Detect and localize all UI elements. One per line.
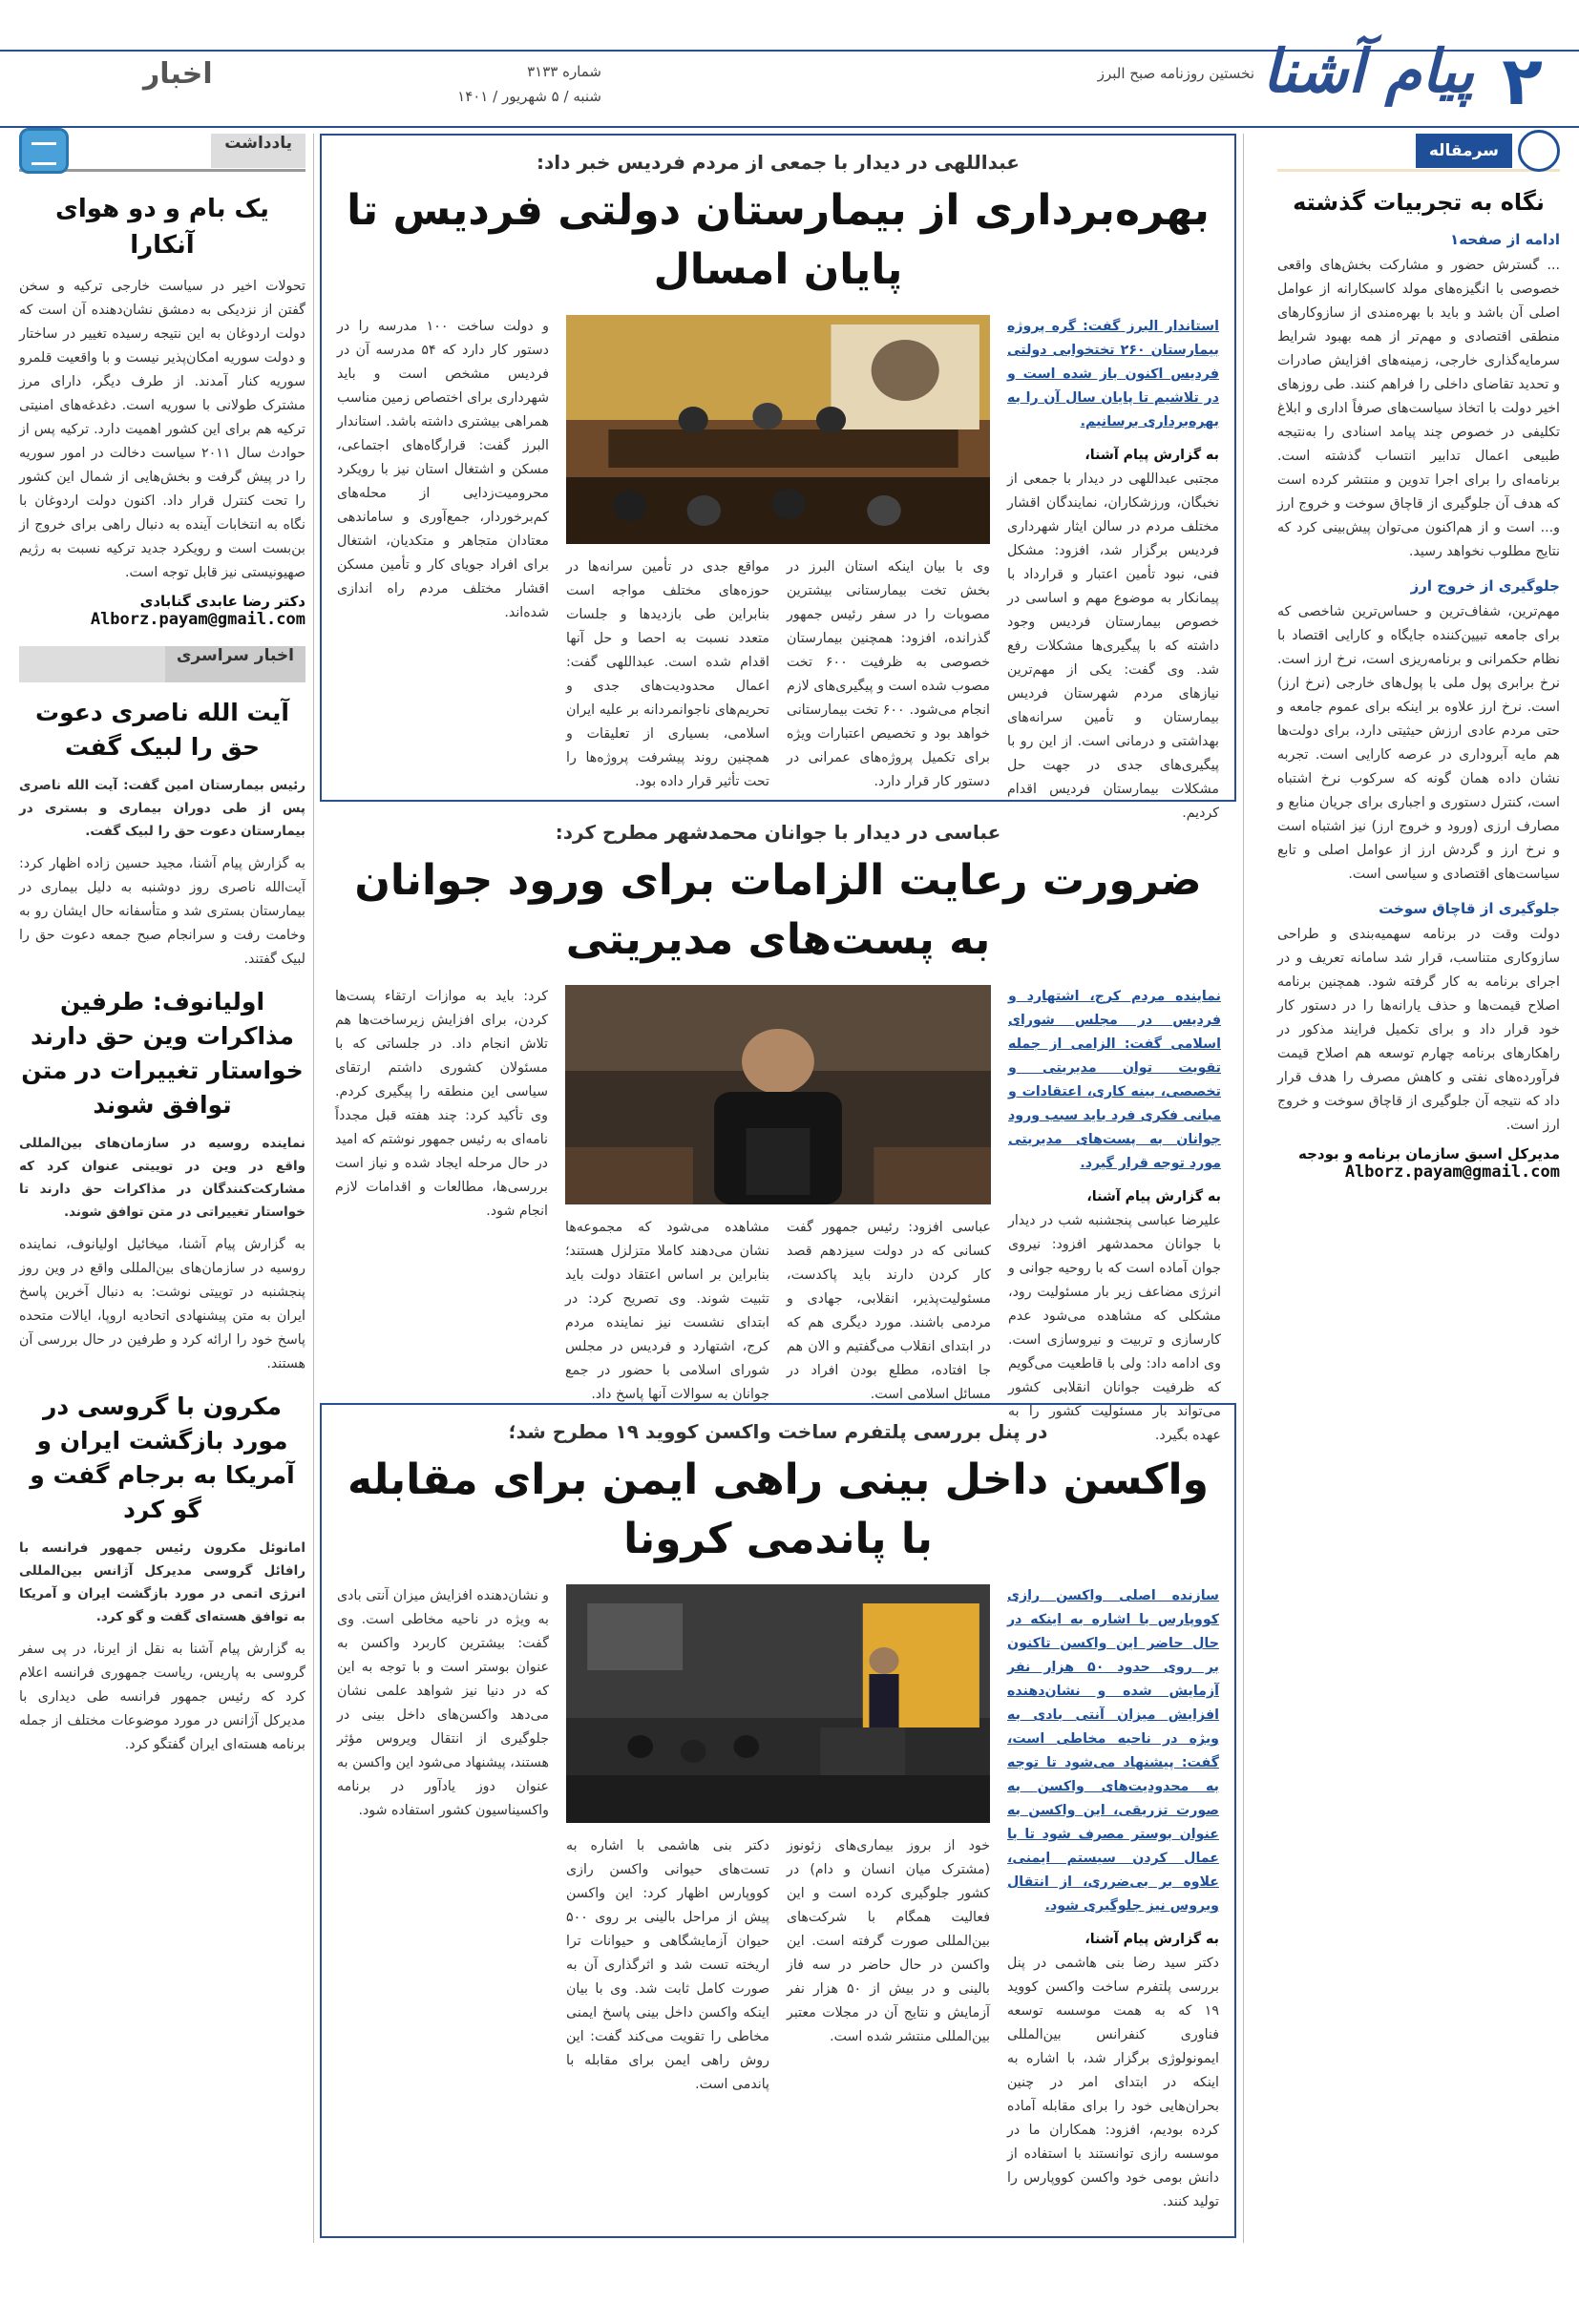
news-lead: نماینده روسیه در سازمان‌های بین‌المللی واقع در وین در توییتی عنوان کرد که مشارکت‌کنندگان در مذاکرات حق دارند تا خواستار تغییراتی در متن توافق شوند.: [19, 1136, 305, 1220]
panel-photo: [566, 1584, 990, 1823]
speaker-photo: [565, 985, 991, 1204]
meeting-photo: [566, 315, 990, 544]
story-text: مجتبی عبداللهی در دیدار با جمعی از نخبگان، ورزشکاران، نمایندگان اقشار مختلف مردم در سالن ایثار شهرداری فردیس برگزار شد، افزود: مشکل فنی، نبود تأمین اعتبار و قرارداد با پیمانکار به موضوع مهم و اساسی در خصوص بیمارستان فردیس وجود داشته که با پیگیری‌ها مشکلات رفع شد. وی گفت: یکی از مهم‌ترین نیازهای مردم شهرستان فردیس بیمارستان و تأمین سرانه‌های بهداشتی و درمانی است. از این رو با پیگیری‌های جدی در جهت حل مشکلات بیمارستان فردیس اقدام کردیم.: [1007, 471, 1219, 821]
column-divider: [313, 134, 314, 2243]
story-col: [337, 315, 549, 849]
story-columns: [337, 315, 1219, 849]
story-byline: به گزارش پیام آشنا،: [1084, 1932, 1219, 1947]
notepad-icon: [19, 128, 69, 174]
story-col-wide: [566, 1584, 990, 2324]
tagline: نخستین روزنامه صبح البرز: [1097, 65, 1254, 82]
story-subcolumns: [566, 1834, 990, 2245]
story-byline: به گزارش پیام آشنا،: [1084, 448, 1219, 463]
story-subcolumns: [565, 1216, 991, 1407]
section-name: اخبار: [143, 57, 213, 91]
story-text: عباسی افزود: رئیس جمهور گفت کسانی که در دولت سیزدهم قصد کار کردن دارند باید پاکدست، مسئولیت‌پذیر، انقلابی، جهادی و مردمی باشند. مورد دیگری هم که در ابتدای انقلاب می‌گفتیم و الان هم جا افتاده، مطلع بودن افراد در مسائل اسلامی است.: [787, 1220, 991, 1402]
note-author: دکتر رضا عابدی گنابادی: [139, 593, 305, 610]
main-stories: [320, 134, 1236, 2248]
story-lead: استاندار البرز گفت: گره پروژه بیمارستان ۲۶۰ تختخوابی دولتی فردیس اکنون باز شده است و در تلاشیم تا پایان سال آن را به بهره‌برداری برسانیم.: [1007, 319, 1219, 429]
editorial-label: سرمقاله: [1416, 134, 1512, 168]
author-title: مدیرکل اسبق سازمان برنامه و بودجه: [1298, 1145, 1560, 1162]
news-title[interactable]: اولیانوف: طرفین مذاکرات وین حق دارند خواستار تغییرات در متن توافق شوند: [21, 988, 304, 1119]
story-col: [1007, 315, 1219, 849]
story-text: وی با بیان اینکه استان البرز در بخش تخت بیمارستانی بیشترین مصوبات را در سفر رئیس جمهور گذرانده، افزود: همچنین بیمارستان خصوصی به ظرفیت ۶۰۰ تخت مصوب شده است و پیگیری‌های لازم انجام می‌شود. ۶۰۰ تخت بیمارستانی خواهد بود و تخصیص اعتبارات ویژه برای تکمیل پروژه‌های عمرانی در دستور کار قرار دارد.: [787, 559, 990, 789]
contact-email[interactable]: Alborz.payam@gmail.com: [1344, 1162, 1560, 1182]
editorial-header: [1277, 134, 1560, 172]
story-kicker: در پنل بررسی پلتفرم ساخت واکسن کووید ۱۹ مطرح شد؛: [508, 1420, 1048, 1443]
news-lead: رئیس بیمارستان امین گفت: آیت الله ناصری پس از طی دوران بیماری و بستری در بیمارستان دعوت حق را لبیک گفت.: [19, 778, 305, 839]
issue-number: شماره ۳۱۳۳: [527, 63, 601, 80]
story-text: و دولت ساخت ۱۰۰ مدرسه را در دستور کار دارد که ۵۴ مدرسه آن در فردیس مشخص است و باید شهرداری برای اختصاص زمین مناسب همراهی بیشتری داشته باشد. استاندار البرز گفت: قرارگاه‌های اجتماعی، مسکن و اشتغال استان نیز با رویکرد محرومیت‌زدایی از محله‌های کم‌برخوردار، جمع‌آوری و ساماندهی معتادان متجاهر و متکدیان، اشتغال برای افراد جویای کار و تأمین مسکن اقشار مختلف مردم راه اندازی شده‌اند.: [337, 319, 550, 620]
note-title: یک بام و دو هوای آنکارا: [55, 195, 269, 260]
story-hospital: [320, 134, 1236, 821]
story-vaccine: [320, 1403, 1236, 2238]
note-label: یادداشت: [211, 134, 305, 168]
news-title[interactable]: آیت الله ناصری دعوت حق را لبیک گفت: [35, 699, 289, 761]
eye-icon: [1518, 130, 1560, 172]
news-title[interactable]: مکرون با گروسی در مورد بازگشت ایران و آمریکا به برجام گفت و گو کرد: [30, 1392, 295, 1523]
story-col-wide: [566, 315, 990, 849]
masthead: [0, 0, 1579, 132]
page-number: ۲: [1502, 42, 1543, 120]
issue-info: [315, 59, 601, 109]
story-text: مواقع جدی در تأمین سرانه‌ها در حوزه‌های مختلف مواجه است بنابراین طی بازدید‌ها و جلسات متعدد نسبت به احصا و حل آنها اقدام شده است. عبداللهی گفت: اعمال محدودیت‌های جدی و تحریم‌های ناجوانمردانه بر علیه ایران اسلامی، بسیاری از تعلیقات و همچنین روند پیشرفت پروژه‌ها را تحت تأثیر قرار داده بود.: [566, 559, 769, 789]
story-text: دکتر بنی هاشمی با اشاره به تست‌های حیوانی واکسن رازی کووپارس اظهار کرد: این واکسن پیش از مراحل بالینی بر روی ۵۰۰ حیوان آزمایشگاهی و حیوانات ترا اریخته تست شد و اثرگذاری آن به صورت کامل ثابت شد. وی با بیان اینکه واکسن داخل بینی پاسخ ایمنی مخاطی را تقویت می‌کند گفت: این روش راهی ایمن برای مقابله با پاندمی است.: [566, 1838, 769, 2092]
editorial-subheading: جلوگیری از قاچاق سوخت: [1379, 900, 1560, 917]
story-headline[interactable]: بهره‌برداری از بیمارستان دولتی فردیس تا پایان امسال: [347, 186, 1210, 294]
note-text: تحولات اخیر در سیاست خارجی ترکیه و سخن گفتن از نزدیکی به دمشق نشان‌دهنده آن است که دولت اردوغان به این نتیجه رسیده تغییر در ساختار و دولت سوریه امکان‌پذیر نیست و با واقعیت قلمرو سوریه کنار آمدند. از طرف دیگر، دارای مرز مشترک طولانی با سوریه است. دغدغه‌های امنیتی ترکیه هم برای این کشور اهمیت دارد. ترکیه پس از حوادث سال ۲۰۱۱ سیاست دخالت در امور سوریه را در پیش گرفت و بخش‌هایی از شمال این کشور را تحت کنترل قرار داد. اکنون دولت اردوغان با نگاه به انتخابات آینده به دنبال راهی برای خروج از بن‌بست است و رویکرد جدید ترکیه نسبت به رژیم صهیونیستی نیز قابل توجه است.: [19, 279, 305, 580]
story-lead: سازنده اصلی واکسن رازی کووپارس با اشاره به اینکه در حال حاضر این واکسن تاکنون بر روی حدود ۵۰ هزار نفر آزمایش شده و نشان‌دهنده افزایش میزان آنتی بادی به ویژه در ناحیه مخاطی است، گفت: پیشنهاد می‌شود تا توجه به محدودیت‌های واکسن به صورت تزریقی، این واکسن به عنوان بوستر مصرف شود تا با عمال کردن سیستم ایمنی، علاوه بر بی‌ضرری، از انتقال ویروس نیز جلوگیری شود.: [1007, 1588, 1220, 1914]
news-text: به گزارش پیام آشنا، مجید حسین زاده اظهار کرد: آیت‌الله ناصری روز دوشنبه به دلیل بیماری در بیمارستان بستری شد و متأسفانه حال ایشان رو به وخامت رفت و سرانجام صبح جمعه دعوت حق را لبیک گفتند.: [19, 856, 305, 967]
story-headline[interactable]: ضرورت رعایت الزامات برای ورود جوانان به پست‌های مدیریتی: [354, 856, 1202, 964]
national-news-header: [19, 646, 305, 682]
story-kicker: عباسی در دیدار با جوانان محمدشهر مطرح کرد:: [555, 821, 1001, 844]
national-news-label: اخبار سراسری: [165, 646, 305, 682]
editorial-title: نگاه به تجربیات گذشته: [1293, 189, 1545, 216]
story-columns: [337, 1584, 1219, 2324]
left-column: [19, 134, 305, 2248]
editorial-paragraph: مهم‌ترین، شفاف‌ترین و حساس‌ترین شاخصی که برای جامعه تبیین‌کننده جایگاه و کارایی اقتصاد با نظام حکمرانی و برنامه‌ریزی است، نرخ ارز است. نرخ برابری پول ملی با پول‌های خارجی (نرخ ارز) است. نرخ ارز علاوه بر اینکه برای عموم جامعه و حتی مردم عادی ارزش حیثیتی دارد، برای دولت‌ها هم مایه آبروداری در عرصه کارایی است. تجربه نشان داده همان گونه که سرکوب نرخ اشتباه است، کنترل دستوری و اجباری برای جریان منابع و مصارف ارزی (ورود و خروج ارز) نیز اشتباه است و نرخ ارز و گردش ارز از عوامل اصلی و تابع سیاست‌های اقتصادی و سیاسی است.: [1277, 604, 1560, 882]
note-header: [19, 134, 305, 172]
editorial-paragraph: ... گسترش حضور و مشارکت بخش‌های واقعی خصوصی با انگیزه‌های مولد کاسبکارانه از عوامل اصلی آن باشد و باید با بهره‌مندی از سازوکارهای منطقی اقتصادی و مهم‌تر از همه بهبود شرایط سرمایه‌گذاری خارجی، زمینه‌های افزایش صادرات و تحدید تقاضای داخلی را فراهم کنند. طی روزهای اخیر دولت با اتخاذ سیاست‌های صرفاً اداری و ابلاغ تکلیفی در خصوص چند پیامد اسنادی را به‌نتیجه طبیعی اعمال تدابیر انتساب گذشته است. برنامه‌ای را برای اجرا تدوین و منتشر کرده است که هدف آن جلوگیری از قاچاق سوخت و خروج ارز و... است و از هم‌اکنون می‌توان پیش‌بینی کرد که نتایج مطلوب نخواهد رسید.: [1277, 258, 1560, 559]
issue-date: شنبه / ۵ شهریور / ۱۴۰۱: [457, 88, 601, 105]
story-col: [1007, 1584, 1219, 2324]
story-col: [337, 1584, 549, 2324]
news-text: به گزارش پیام آشنا، میخائیل اولیانوف، نماینده روسیه در سازمان‌های بین‌المللی واقع در وین روز پنجشنبه در توییتی نوشت: به دنبال آخرین پاسخ ایران به متن پیشنهادی اتحادیه اروپا، ایالات متحده پاسخ خود را ارائه کرد و طرفین در حال بررسی آن هستند.: [19, 1237, 305, 1371]
story-text: دکتر سید رضا بنی هاشمی در پنل بررسی پلتفرم ساخت واکسن کووید ۱۹ که به همت موسسه توسعه فناوری کنفرانس بین‌المللی ایمونولوژی برگزار شد، با اشاره به اینکه در ابتدای امر در چنین بحران‌هایی خود را برای مقابله آماده کرده بودیم، افزود: همکاران ما در موسسه رازی توانستند با استفاده از دانش بومی خود واکسن کووپارس را تولید کنند.: [1007, 1956, 1219, 2209]
editorial-column: [1277, 134, 1560, 2248]
story-kicker: عبداللهی در دیدار با جمعی از مردم فردیس خبر داد:: [537, 151, 1020, 174]
story-byline: به گزارش پیام آشنا،: [1086, 1189, 1221, 1204]
editorial-paragraph: دولت وقت در برنامه سهمیه‌بندی و طراحی سازوکاری متناسب، قرار شد سامانه تعریف و در اجرای برنامه به کار گرفته شود. همچنین برنامه اصلاح قیمت‌ها و حذف یارانه‌ها را در دستور کار خود قرار داد و برای تکمیل فرایند مذکور در راهکارهای برنامه چهارم توسعه هم اصلاح قیمت فرآورده‌های نفتی و کاهش مصرف را هدف قرار داد که نتیجه آن جلوگیری از قاچاق سوخت و خروج ارز است.: [1277, 927, 1560, 1133]
news-lead: امانوئل مکرون رئیس جمهور فرانسه با رافائل گروسی مدیرکل آژانس بین‌المللی انرژی اتمی در مورد بازگشت ایران و آمریکا به توافق هسته‌ای گفت و گو کرد.: [19, 1540, 305, 1624]
story-text: مشاهده می‌شود که مجموعه‌ها نشان می‌دهند کاملا متزلزل هستند؛ بنابراین بر اساس اعتقاد دولت باید تثبیت شوند. وی تصریح کرد: در ابتدای نشست نیز نماینده مردم کرج، اشتهارد و فردیس در مجلس شورای اسلامی با حضور در جمع جوانان به سوالات آنها پاسخ داد.: [565, 1220, 769, 1402]
story-subcolumns: [566, 555, 990, 789]
news-text: به گزارش پیام آشنا به نقل از ایرنا، در پی سفر گروسی به پاریس، ریاست جمهوری فرانسه اعلام کرد که رئیس جمهور فرانسه طی دیداری با مدیرکل آژانس در مورد موضوعات مختلف از جمله برنامه هسته‌ای ایران گفتگو کرد.: [19, 1642, 305, 1752]
editorial-subheading: جلوگیری از خروج ارز: [1410, 577, 1560, 595]
story-headline[interactable]: واکسن داخل بینی راهی ایمن برای مقابله با پاندمی کرونا: [347, 1455, 1209, 1563]
column-divider: [1243, 134, 1244, 2243]
story-text: علیرضا عباسی پنجشنبه شب در دیدار با جوانان محمدشهر افزود: نیروی جوان آماده است که با روحیه جوانی و انرژی مضاعف زیر بار مسئولیت رود، مشکلی که مشاهده می‌شود عدم کارسازی و تربیت و نیروسازی است. وی ادامه داد: ولی با قاطعیت می‌گویم که ظرفیت جوانان انقلابی کشور می‌تواند بار مسئولیت کشور را به عهده بگیرد.: [1008, 1213, 1221, 1443]
story-text: و نشان‌دهنده افزایش میزان آنتی بادی به ویژه در ناحیه مخاطی است. وی گفت: بیشترین کاربرد واکسن به عنوان بوستر است و با توجه به این که در دنیا نیز شواهد علمی نشان می‌دهد واکسن‌های داخل بینی در جلوگیری از انتقال ویروس مؤثر هستند، پیشنهاد می‌شود این واکسن به عنوان دوز یادآور در برنامه واکسیناسیون کشور استفاده شود.: [337, 1588, 549, 1818]
note-email[interactable]: Alborz.payam@gmail.com: [90, 610, 305, 629]
continued-from: ادامه از صفحه۱: [1450, 231, 1560, 248]
newspaper-logo: پیام آشنا: [1262, 36, 1474, 106]
story-text: خود از بروز بیماری‌های زئونوز (مشترک میان انسان و دام) در کشور جلوگیری کرده است و این فعالیت همگام با شرکت‌های بین‌المللی صورت گرفته است. این واکسن در حال حاضر در سه فاز بالینی و در بیش از ۵۰ هزار نفر آزمایش و نتایج آن در مجلات معتبر بین‌المللی منتشر شده است.: [787, 1838, 990, 2044]
story-lead: نماینده مردم کرج، اشتهارد و فردیس در مجلس شورای اسلامی گفت: الزامی از جمله تقویت توان مدیریتی و تخصصی، بینه کاری، اعتقادات و مبانی فکری فرد باید سبب ورود جوانان به پست‌های مدیریتی مورد توجه قرار گیرد.: [1008, 989, 1221, 1171]
story-text: کرد: باید به موازات ارتقاء پست‌ها کردن، برای افزایش زیرساخت‌ها هم تلاش انجام داد. در جلساتی که با مسئولان کشوری داشتم ارتقای سیاسی این منطقه را پیگیری کردم. وی تأکید کرد: چند هفته قبل مجدداً نامه‌ای به رئیس جمهور نوشتم که امید در حال مرحله ایجاد شده و نیاز است بررسی‌ها، مطالعات و اقدامات لازم انجام شود.: [335, 989, 548, 1219]
